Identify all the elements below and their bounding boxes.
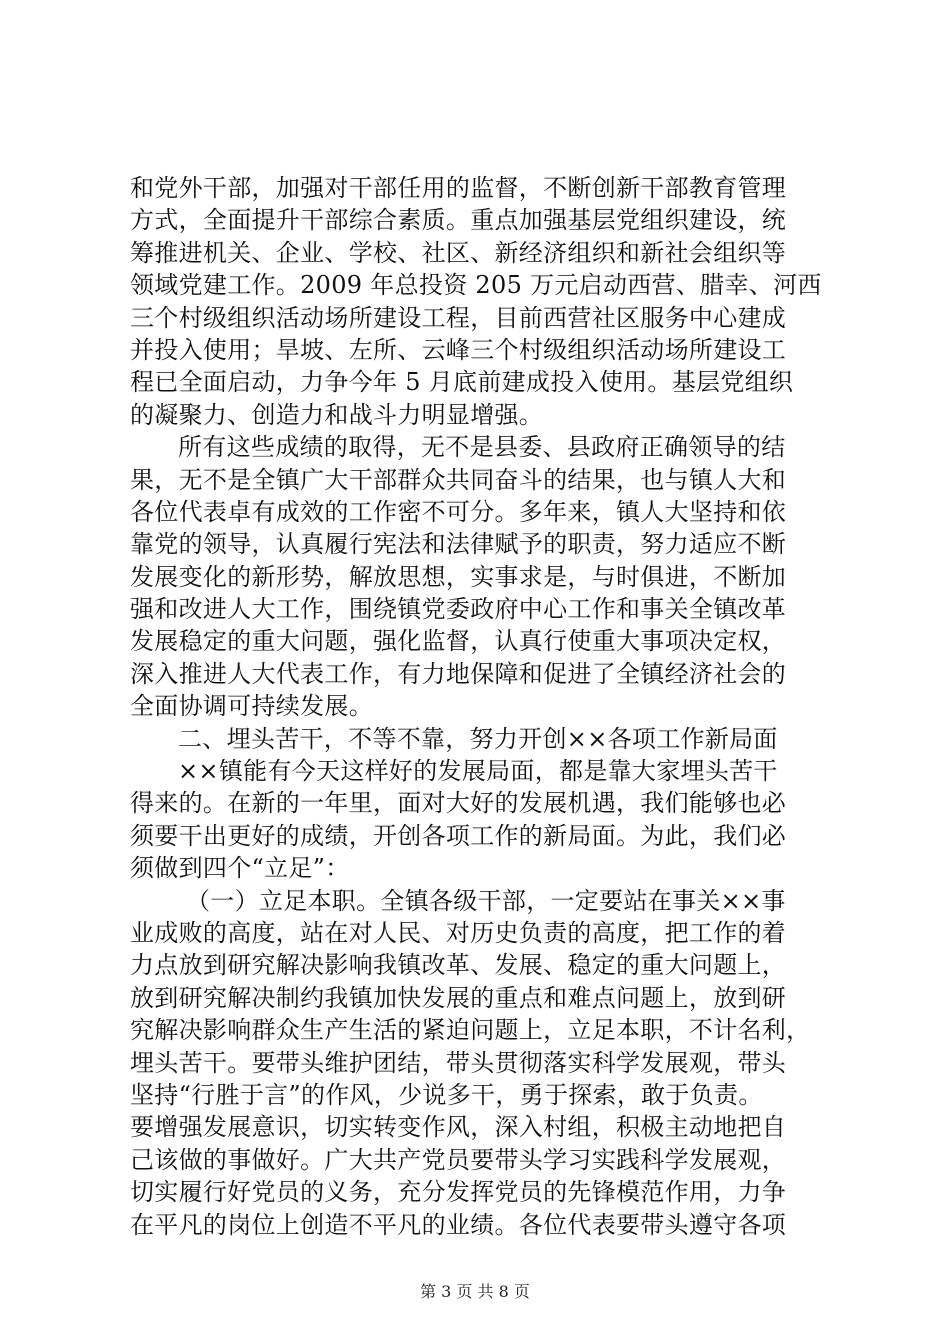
text-line: 并投入使用；旱坡、左所、云峰三个村级组织活动场所建设工 <box>130 335 787 364</box>
text-line: 全面协调可持续发展。 <box>130 692 373 721</box>
text-line: 要增强发展意识，切实转变作风，深入村组，积极主动地把自 <box>130 1113 787 1142</box>
paragraph-start-line: ××镇能有今天这样好的发展局面，都是靠大家埋头苦干 <box>178 757 778 786</box>
text-line: 的凝聚力、创造力和战斗力明显增强。 <box>130 400 544 429</box>
text-line: 靠党的领导，认真履行宪法和法律赋予的职责，努力适应不断 <box>130 530 787 559</box>
text-line: 发展稳定的重大问题，强化监督，认真行使重大事项决定权， <box>130 627 787 656</box>
text-line: 埋头苦干。要带头维护团结，带头贯彻落实科学发展观，带头 <box>130 1048 787 1077</box>
text-line: 切实履行好党员的义务，充分发挥党员的先锋模范作用，力争 <box>130 1178 787 1207</box>
text-line: 和党外干部，加强对干部任用的监督，不断创新干部教育管理 <box>130 174 787 202</box>
text-line: 发展变化的新形势，解放思想，实事求是，与时俱进，不断加 <box>130 562 787 591</box>
text-line: 方式，全面提升干部综合素质。重点加强基层党组织建设，统 <box>130 206 787 235</box>
text-line: 果，无不是全镇广大干部群众共同奋斗的结果，也与镇人大和 <box>130 465 787 494</box>
paragraph-start-line: 所有这些成绩的取得，无不是县委、县政府正确领导的结 <box>178 433 786 462</box>
text-line: 力点放到研究解决影响我镇改革、发展、稳定的重大问题上， <box>130 951 787 980</box>
text-line: 领域党建工作。2009 年总投资 205 万元启动西营、腊幸、河西 <box>130 271 822 300</box>
text-line: 业成败的高度，站在对人民、对历史负责的高度，把工作的着 <box>130 918 787 947</box>
subsection-start-line: （一）立足本职。全镇各级干部，一定要站在事关××事 <box>186 886 786 915</box>
text-line: 筹推进机关、企业、学校、社区、新经济组织和新社会组织等 <box>130 238 787 267</box>
text-line: 放到研究解决制约我镇加快发展的重点和难点问题上，放到研 <box>130 983 787 1012</box>
text-line: 须做到四个“立足”： <box>130 854 350 883</box>
text-line: 坚持“行胜于言”的作风，少说多干，勇于探索，敢于负责。 <box>130 1080 763 1109</box>
text-line: 究解决影响群众生产生活的紧迫问题上，立足本职，不计名利， <box>130 1016 811 1045</box>
document-body <box>130 172 830 1241</box>
text-line: 在平凡的岗位上创造不平凡的业绩。各位代表要带头遵守各项 <box>130 1210 787 1239</box>
text-line: 得来的。在新的一年里，面对大好的发展机遇，我们能够也必 <box>130 789 787 818</box>
text-line: 己该做的事做好。广大共产党员要带头学习实践科学发展观， <box>130 1145 787 1174</box>
text-line: 强和改进人大工作，围绕镇党委政府中心工作和事关全镇改革 <box>130 595 787 624</box>
section-heading: 二、埋头苦干，不等不靠，努力开创××各项工作新局面 <box>178 724 778 753</box>
text-line: 程已全面启动，力争今年 5 月底前建成投入使用。基层党组织 <box>130 368 794 397</box>
page-number-footer: 第 3 页 共 8 页 <box>420 1282 530 1301</box>
text-line: 各位代表卓有成效的工作密不可分。多年来，镇人大坚持和依 <box>130 497 787 526</box>
text-line: 须要干出更好的成绩，开创各项工作的新局面。为此，我们必 <box>130 821 787 850</box>
text-line: 三个村级组织活动场所建设工程，目前西营社区服务中心建成 <box>130 303 787 332</box>
text-line: 深入推进人大代表工作，有力地保障和促进了全镇经济社会的 <box>130 659 787 688</box>
